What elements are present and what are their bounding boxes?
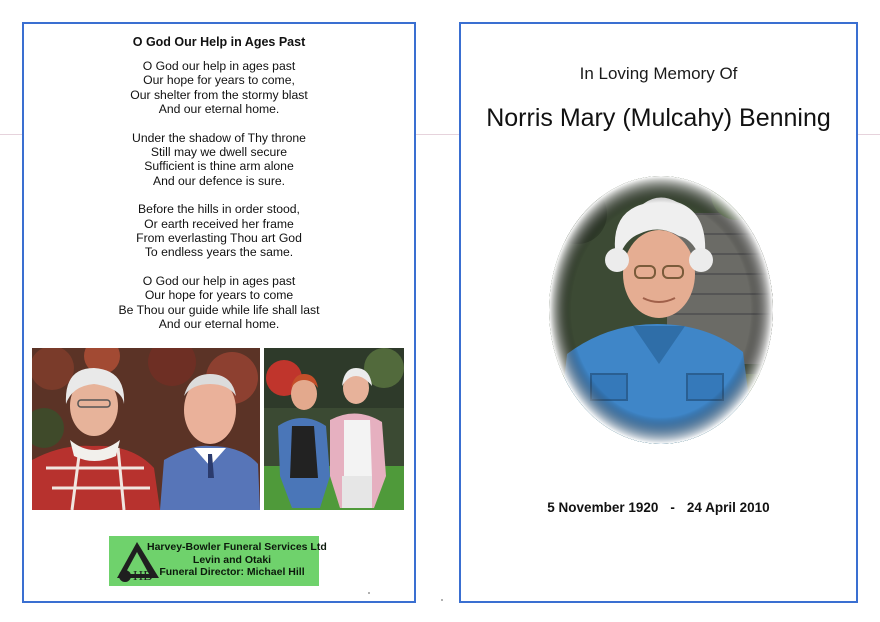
date-separator: - [670, 500, 675, 515]
verse-line: And our eternal home. [158, 102, 280, 117]
verse-line: Before the hills in order stood, [138, 202, 300, 217]
hymn-verse-4 [24, 274, 414, 332]
memorial-cover [459, 22, 858, 603]
verse-line: Still may we dwell secure [150, 145, 288, 160]
funeral-home-name: Harvey-Bowler Funeral Services Ltd [147, 541, 327, 553]
verse-line: Sufficient is thine arm alone [144, 159, 294, 174]
verse-line: Under the shadow of Thy throne [132, 130, 306, 145]
hymn-title: O God Our Help in Ages Past [132, 35, 306, 49]
death-date: 24 April 2010 [686, 500, 770, 515]
verse-line: And our eternal home. [158, 317, 280, 332]
funeral-home-locations: Levin and Otaki [192, 553, 272, 566]
hymn-verse-1 [24, 59, 414, 117]
verse-line: Or earth received her frame [144, 216, 294, 231]
funeral-home-logo [109, 536, 327, 586]
verse-line: To endless years the same. [144, 245, 294, 260]
verse-line: From everlasting Thou art God [136, 231, 302, 246]
hymn-section [24, 34, 414, 346]
memorial-heading: In Loving Memory Of [579, 64, 738, 83]
hymn-page [22, 22, 416, 603]
verse-line: Our hope for years to come, [143, 73, 295, 88]
verse-line: Our hope for years to come [144, 288, 294, 303]
scan-speck [368, 592, 370, 594]
verse-line: O God our help in ages past [142, 59, 296, 73]
funeral-director: Funeral Director: Michael Hill [159, 566, 305, 578]
verse-line: O God our help in ages past [142, 273, 296, 288]
funeral-home-text [147, 541, 327, 579]
hymn-verse-2 [24, 131, 414, 189]
hymn-verse-3 [24, 202, 414, 260]
portrait-photo [547, 174, 775, 446]
life-dates [461, 500, 856, 515]
garden-photo [264, 348, 404, 510]
scan-speck [441, 599, 443, 601]
birth-date: 5 November 1920 [547, 500, 659, 515]
couple-photo [32, 348, 260, 510]
verse-line: And our defence is sure. [152, 173, 286, 188]
verse-line: Be Thou our guide while life shall last [118, 302, 320, 317]
logo-letters: HB [133, 569, 153, 584]
verse-line: Our shelter from the stormy blast [130, 87, 308, 102]
deceased-name: Norris Mary (Mulcahy) Benning [486, 104, 831, 132]
